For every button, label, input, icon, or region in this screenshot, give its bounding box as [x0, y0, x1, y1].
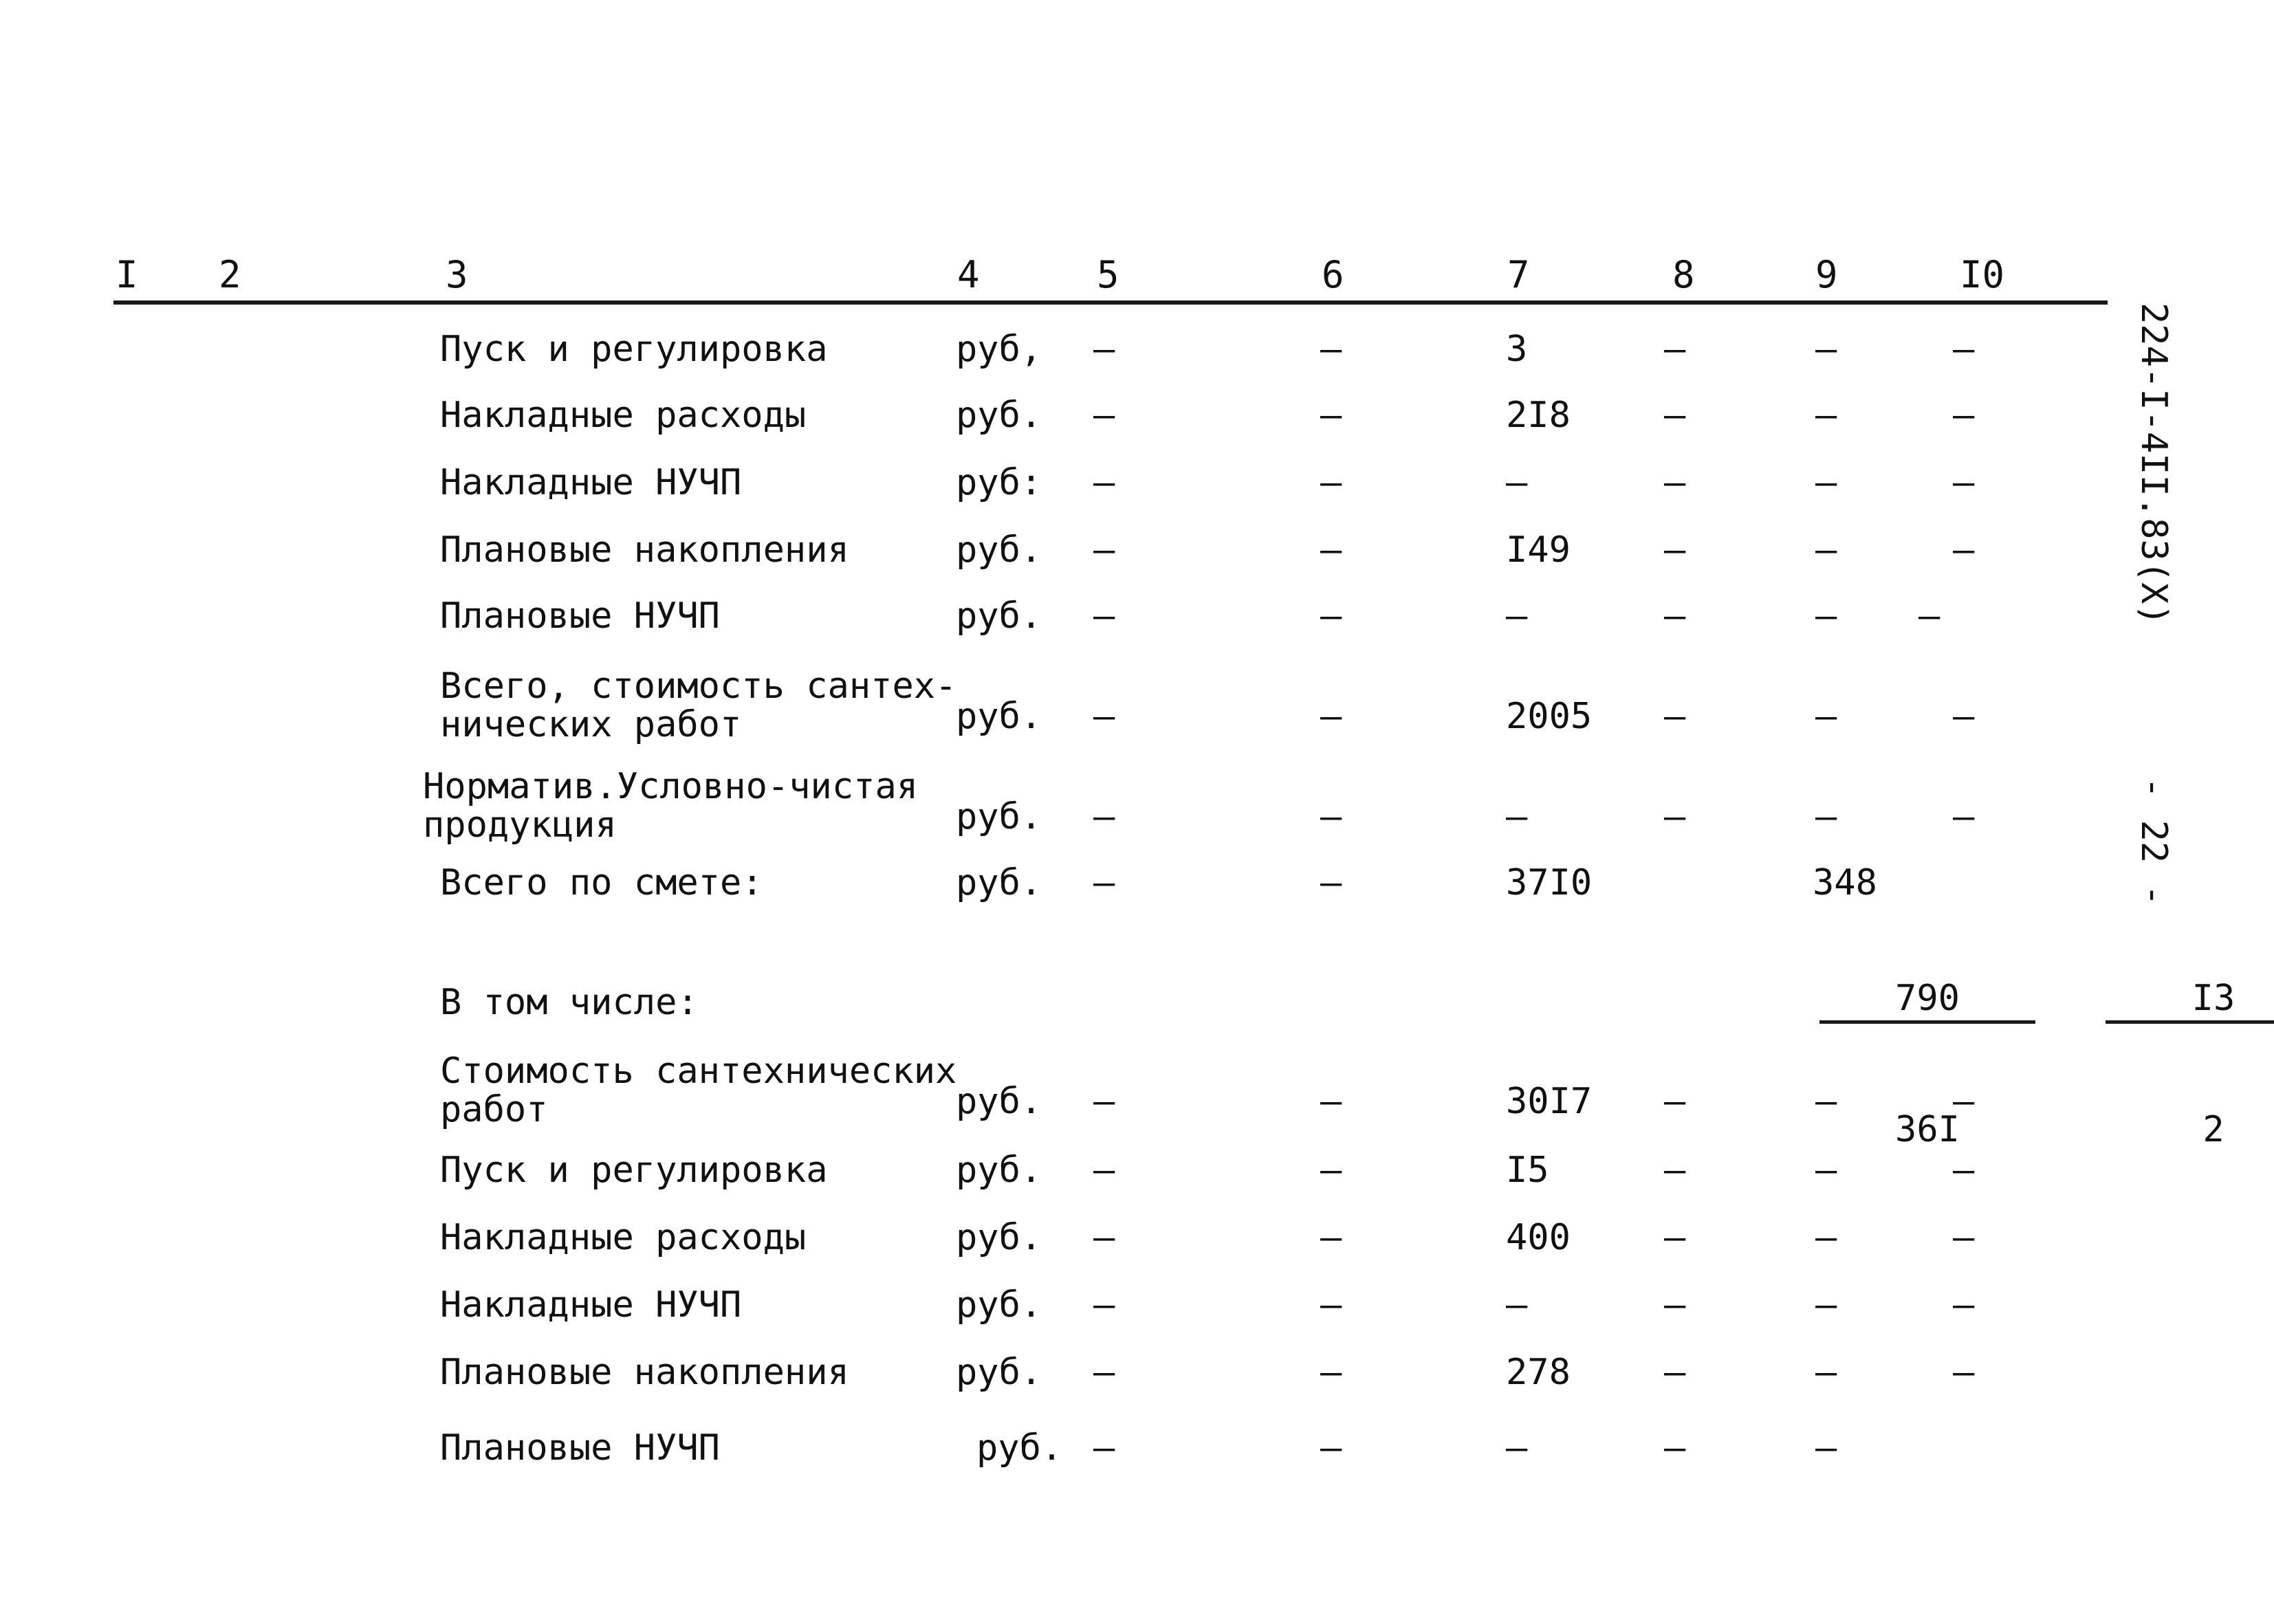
row-col10: –: [1953, 696, 1975, 737]
row-unit: руб.: [956, 1081, 1042, 1122]
row-col5: –: [1093, 395, 1115, 436]
page-number: - 22 -: [2133, 777, 2174, 906]
row-col9: –: [1815, 329, 1837, 370]
row-col9: –: [1815, 1284, 1837, 1326]
row-col7: 3: [1506, 329, 1528, 370]
row-col8: –: [1664, 1150, 1686, 1191]
row-col10: –: [1918, 595, 1940, 637]
row-description: Плановые накопления: [440, 529, 849, 571]
row-col5: –: [1093, 1427, 1115, 1469]
row-col9: –: [1815, 1150, 1837, 1191]
row-col6: –: [1320, 696, 1342, 737]
document-code: 224-I-4II.83(X): [2133, 303, 2174, 626]
fraction-denominator: 2: [2202, 1109, 2224, 1150]
column-header-row: [0, 248, 2274, 303]
row-col8: –: [1664, 462, 1686, 503]
row-description: Плановые НУЧП: [440, 595, 720, 637]
row-col8: –: [1664, 696, 1686, 737]
row-col9: –: [1815, 1217, 1837, 1258]
row-unit: руб.: [956, 1352, 1042, 1393]
row-col9: –: [1815, 595, 1837, 637]
column-header-9: 9: [1815, 253, 1838, 296]
row-col9: –: [1815, 1427, 1837, 1469]
row-col8: –: [1664, 1352, 1686, 1393]
row-description: Пуск и регулировка: [440, 1150, 828, 1191]
row-col7: 37I0: [1506, 862, 1593, 903]
row-col7: –: [1506, 595, 1528, 637]
row-description: Всего, стоимость сантех- нических работ: [440, 666, 957, 745]
row-unit: руб.: [956, 595, 1042, 637]
row-description: Всего по смете:: [440, 862, 763, 903]
row-col5: –: [1093, 1217, 1115, 1258]
row-col6: –: [1320, 395, 1342, 436]
row-col10-fraction: [1934, 864, 2274, 1264]
column-header-10: I0: [1960, 253, 2005, 296]
row-description: Плановые накопления: [440, 1352, 849, 1393]
row-col8: –: [1664, 1284, 1686, 1326]
row-description: Пуск и регулировка: [440, 329, 828, 370]
row-col7: I49: [1506, 529, 1571, 571]
row-description: Накладные расходы: [440, 395, 807, 436]
row-col5: –: [1093, 329, 1115, 370]
row-col8: –: [1664, 796, 1686, 837]
column-header-3: 3: [446, 253, 468, 296]
row-col10: –: [1953, 329, 1975, 370]
row-col7: 2I8: [1506, 395, 1571, 436]
row-col6: –: [1320, 862, 1342, 903]
row-unit: руб.: [956, 796, 1042, 837]
row-description: Накладные НУЧП: [440, 462, 742, 503]
row-col5: –: [1093, 1352, 1115, 1393]
row-unit: руб,: [956, 329, 1042, 370]
row-col6: –: [1320, 1150, 1342, 1191]
row-col8: –: [1664, 395, 1686, 436]
row-col6: –: [1320, 1352, 1342, 1393]
row-col8: –: [1664, 1217, 1686, 1258]
row-col9: 348: [1813, 862, 1877, 903]
row-col7: –: [1506, 1427, 1528, 1469]
row-col9: –: [1815, 1352, 1837, 1393]
row-description: Накладные НУЧП: [440, 1284, 742, 1326]
row-col5: –: [1093, 1284, 1115, 1326]
row-col5: –: [1093, 862, 1115, 903]
row-col9: –: [1815, 529, 1837, 571]
row-col6: –: [1320, 1284, 1342, 1326]
row-col10: –: [1953, 1217, 1975, 1258]
row-col10: –: [1953, 1352, 1975, 1393]
header-rule: [113, 300, 2108, 305]
row-col6: –: [1320, 329, 1342, 370]
row-col6: –: [1320, 1217, 1342, 1258]
row-col7: –: [1506, 1284, 1528, 1326]
row-col5: –: [1093, 595, 1115, 637]
row-col5: –: [1093, 1150, 1115, 1191]
row-unit: руб.: [956, 862, 1042, 903]
column-header-7: 7: [1507, 253, 1530, 296]
row-col7: –: [1506, 462, 1528, 503]
row-col7: –: [1506, 796, 1528, 837]
row-col10: –: [1953, 395, 1975, 436]
row-unit: руб.: [956, 1217, 1042, 1258]
row-unit: руб.: [956, 395, 1042, 436]
row-col7: 2005: [1506, 696, 1593, 737]
row-description: Стоимость сантехнических работ: [440, 1051, 957, 1130]
row-col6: –: [1320, 529, 1342, 571]
column-header-2: 2: [219, 253, 241, 296]
row-col6: –: [1320, 1427, 1342, 1469]
row-col7: 30I7: [1506, 1081, 1593, 1122]
column-header-8: 8: [1672, 253, 1695, 296]
row-col8: –: [1664, 1081, 1686, 1122]
row-unit: руб.: [956, 1150, 1042, 1191]
row-col8: –: [1664, 529, 1686, 571]
row-col8: –: [1664, 1427, 1686, 1469]
row-col5: –: [1093, 462, 1115, 503]
row-col9: –: [1815, 796, 1837, 837]
column-header-4: 4: [957, 253, 980, 296]
row-col5: –: [1093, 696, 1115, 737]
row-col6: –: [1320, 1081, 1342, 1122]
row-col9: –: [1815, 1081, 1837, 1122]
fraction-numerator: 790: [1819, 979, 2035, 1024]
row-col8: –: [1664, 329, 1686, 370]
row-unit: руб.: [956, 1284, 1042, 1326]
row-description: В том числе:: [440, 982, 699, 1023]
row-col7: I5: [1506, 1150, 1549, 1191]
row-col10: –: [1953, 1150, 1975, 1191]
row-col6: –: [1320, 796, 1342, 837]
column-header-1: I: [116, 253, 138, 296]
row-unit: руб.: [956, 529, 1042, 571]
row-col5: –: [1093, 529, 1115, 571]
row-unit: руб.: [956, 696, 1042, 737]
row-col10: –: [1953, 462, 1975, 503]
row-col7: 278: [1506, 1352, 1571, 1393]
row-col10: –: [1953, 1081, 1975, 1122]
row-col9: –: [1815, 395, 1837, 436]
row-description: Плановые НУЧП: [440, 1427, 720, 1469]
column-header-6: 6: [1322, 253, 1344, 296]
row-col10: –: [1953, 1284, 1975, 1326]
row-col5: –: [1093, 796, 1115, 837]
row-col10: –: [1953, 529, 1975, 571]
row-col6: –: [1320, 462, 1342, 503]
row-unit: руб.: [976, 1427, 1063, 1469]
row-col9: –: [1815, 462, 1837, 503]
row-description: Норматив.Условно-чистая продукция: [423, 766, 919, 846]
column-header-5: 5: [1097, 253, 1119, 296]
row-unit: руб:: [956, 462, 1042, 503]
row-col9: –: [1815, 696, 1837, 737]
fraction-numerator: I3: [2106, 979, 2274, 1024]
row-col6: –: [1320, 595, 1342, 637]
row-description: Накладные расходы: [440, 1217, 807, 1258]
row-col10: –: [1953, 796, 1975, 837]
row-col5: –: [1093, 1081, 1115, 1122]
row-col7: 400: [1506, 1217, 1571, 1258]
fraction-denominator: 36I: [1895, 1109, 1960, 1150]
row-col8: –: [1664, 595, 1686, 637]
